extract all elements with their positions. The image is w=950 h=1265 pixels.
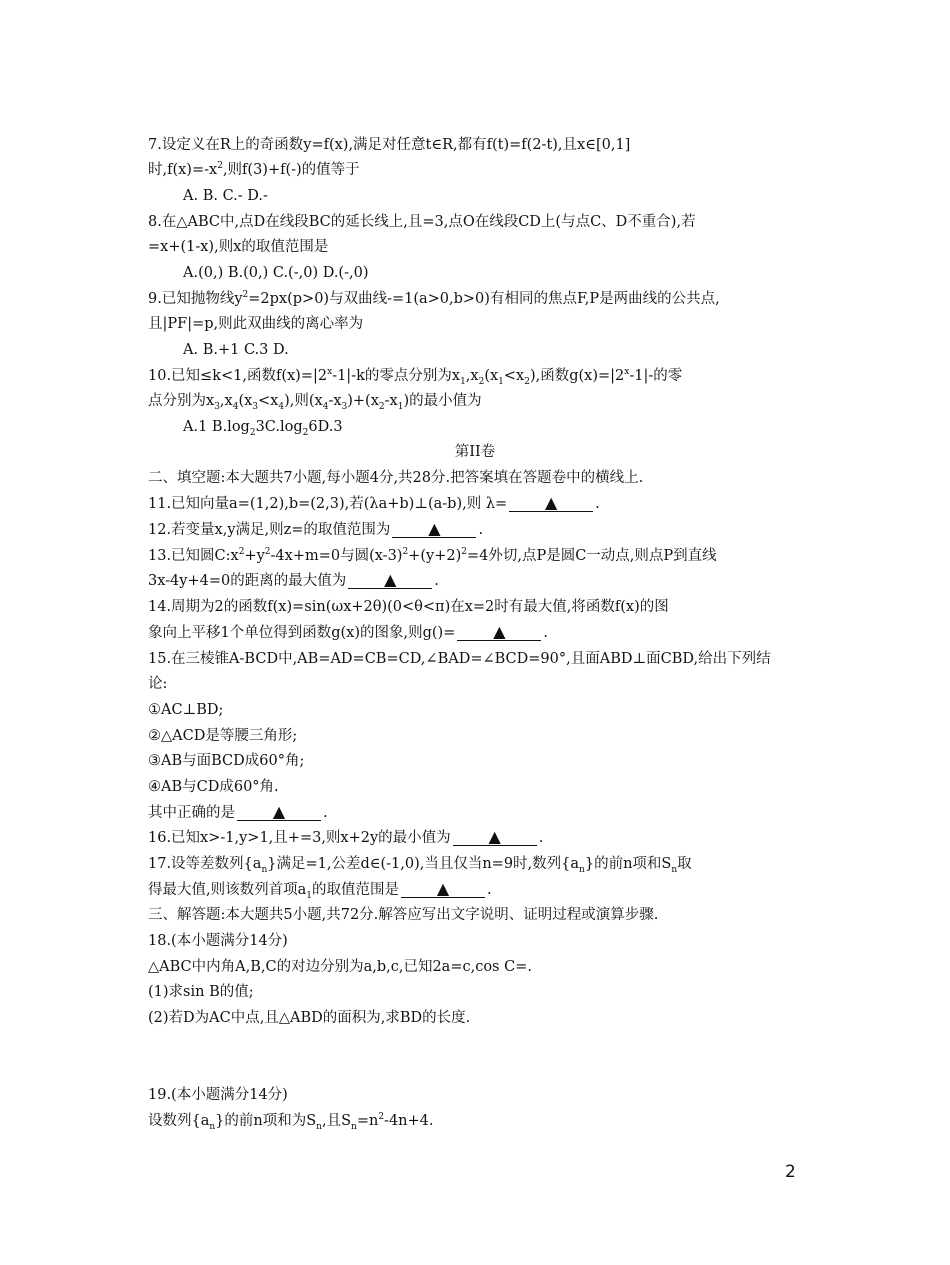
q19-title: 19.(本小题满分14分) xyxy=(148,1087,288,1103)
q7-options: A. B. C.- D.- xyxy=(183,188,268,204)
q8-line2: =x+(1-x),则x的取值范围是 xyxy=(148,239,329,255)
q15-answer-line: 其中正确的是 ▲ . xyxy=(148,802,328,821)
q18-part2: (2)若D为AC中点,且△ABD的面积为,求BD的长度. xyxy=(148,1010,471,1026)
answer-blank: ▲ xyxy=(457,624,541,641)
section2-title: 第II卷 xyxy=(454,444,496,460)
q10-line2: 点分别为$x_3,x_4(x_3<x_4)$,则$(x_4-x_3)+(x_2-x_1)$的最小值为 xyxy=(148,393,482,412)
q13-line2: 3x-4y+4=0的距离的最大值为 ▲ . xyxy=(148,570,439,589)
answer-blank: ▲ xyxy=(237,804,321,821)
q13-line1: 13.已知圆$C:x^2+y^2-4x+m=0$与圆$(x-3)^2+(y+2)^2=4$外切,点P是圆C一动点,则点P到直线 xyxy=(148,547,717,564)
q7-line2: 时$,f(x)=-x^2$,则f(3)+f(-)的值等于 xyxy=(148,161,360,178)
q15-item4: ④AB与CD成60°角. xyxy=(148,779,279,795)
q10-options: A.1 $B.\log_23C.\log_26D.3$ xyxy=(183,419,343,438)
q18-title: 18.(本小题满分14分) xyxy=(148,933,288,949)
section2-intro: 二、填空题:本大题共7小题,每小题4分,共28分.把答案填在答题卷中的横线上. xyxy=(148,470,644,486)
answer-blank: ▲ xyxy=(392,521,476,538)
q17-line2: 得最大值,则该数列首项$a_1$的取值范围是 ▲ . xyxy=(148,879,492,901)
q19-line1: 设数列$\{a_n\}$的前n项和为$S_n$,且$S_n=n^2-4n+4$. xyxy=(148,1112,434,1132)
answer-blank: ▲ xyxy=(401,881,485,898)
q15-item3: ③AB与面BCD成60°角; xyxy=(148,753,305,769)
section3-intro: 三、解答题:本大题共5小题,共72分.解答应写出文字说明、证明过程或演算步骤. xyxy=(148,907,659,923)
q7-line1: 7.设定义在R上的奇函数y=f(x),满足对任意t∈R,都有f(t)=f(2-t),且x∈[0,1] xyxy=(148,137,631,153)
q15-item1: ①AC⊥BD; xyxy=(148,702,224,718)
q9-line2: 且|PF|=p,则此双曲线的离心率为 xyxy=(148,316,364,332)
q17-line1: 17.设等差数列$\{a_n\}$满足=1,公差d∈(-1,0),当且仅当n=9时,数列$\{a_n\}$的前n项和$S_n$取 xyxy=(148,856,692,875)
q10-line1: 10.已知≤k<1,函数$f(x)=|2^x-1|-k$的零点分别为$x_1,x_2(x_1<x_2)$,函数$g(x)=|2^x-1|-$的零 xyxy=(148,367,683,387)
q15-line1: 15.在三棱锥A-BCD中,AB=AD=CB=CD,∠BAD=∠BCD=90°,且面ABD⊥面CBD,给出下列结 xyxy=(148,651,771,667)
q8-options: A.(0,) B.(0,) C.(-,0) D.(-,0) xyxy=(183,265,369,281)
q11: 11.已知向量a=(1,2),b=(2,3),若(λa+b)⊥(a-b),则 λ= ▲ . xyxy=(148,493,600,512)
q18-part1: (1)求sin B的值; xyxy=(148,984,254,1000)
q14-line1: 14.周期为2的函数f(x)=sin(ωx+2θ)(0<θ<π)在x=2时有最大值,将函数f(x)的图 xyxy=(148,599,669,615)
q12: 12.若变量x,y满足,则z=的取值范围为 ▲ . xyxy=(148,519,484,538)
answer-blank: ▲ xyxy=(509,495,593,512)
q9-options: A. B.+1 C.3 D. xyxy=(183,342,289,358)
q16: 16.已知x>-1,y>1,且+=3,则x+2y的最小值为 ▲ . xyxy=(148,827,544,846)
answer-blank: ▲ xyxy=(348,572,432,589)
q9-line1: 9.已知抛物线$y^2=2px(p>0)$与双曲线-=1(a>0,b>0)有相同的焦点F,P是两曲线的公共点, xyxy=(148,290,720,307)
q18-line1: △ABC中内角A,B,C的对边分别为a,b,c,已知2a=c,cos C=. xyxy=(148,959,532,975)
page-number: 2 xyxy=(785,1162,796,1182)
q15-line2: 论: xyxy=(148,676,168,692)
answer-blank: ▲ xyxy=(453,829,537,846)
q8-line1: 8.在△ABC中,点D在线段BC的延长线上,且=3,点O在线段CD上(与点C、D不重合),若 xyxy=(148,214,696,230)
q14-line2: 象向上平移1个单位得到函数g(x)的图象,则g()= ▲ . xyxy=(148,622,548,641)
q15-item2: ②△ACD是等腰三角形; xyxy=(148,728,298,744)
